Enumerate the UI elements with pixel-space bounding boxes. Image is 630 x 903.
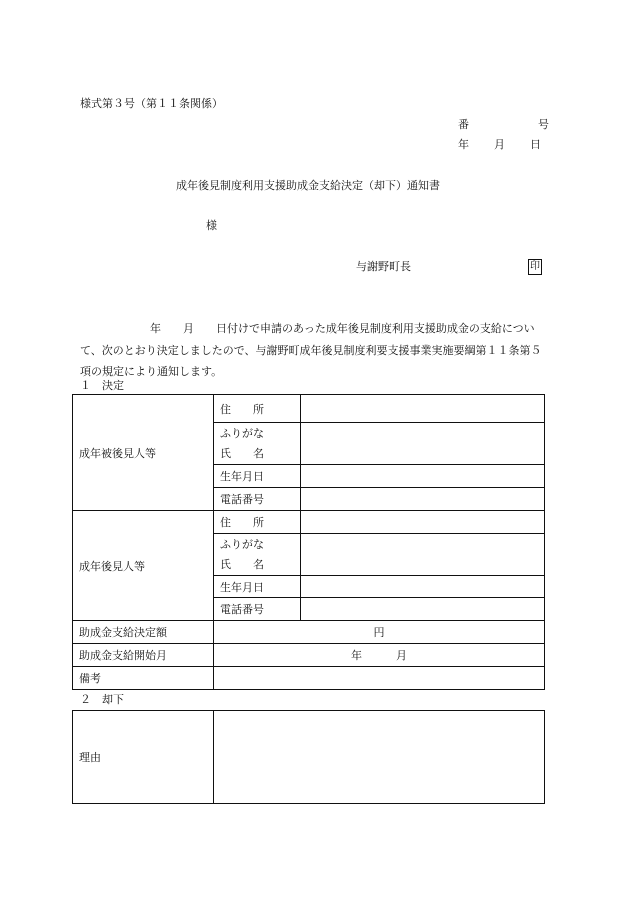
g2-phone-label: 電話番号 (214, 598, 301, 621)
document-title: 成年後見制度利用支援助成金支給決定（却下）通知書 (176, 179, 440, 192)
g1-birthdate-label: 生年月日 (214, 465, 301, 488)
start-year-unit: 年 (351, 649, 362, 662)
group1-label: 成年被後見人等 (73, 395, 214, 511)
g2-address-label: 住 所 (214, 511, 301, 534)
header-ban: 番 (458, 118, 469, 131)
g2-name-value (301, 534, 545, 576)
g1-birthdate-value (301, 465, 545, 488)
body-text: 日付けで申請のあった成年後見制度利用支援助成金の支給について、次のとおり決定しましたので、与謝野町成年後見制度利要支援事業実施要綱第１１条第５項の規定により通知します。 (80, 322, 542, 378)
g1-furigana-label: ふりがな (220, 426, 264, 440)
g2-address-value (301, 511, 545, 534)
amount-value (214, 621, 545, 644)
g2-name-text: 氏 名 (220, 557, 264, 571)
form-number: 様式第３号（第１１条関係） (80, 97, 223, 110)
header-year: 年 (458, 138, 469, 151)
g1-name-value (301, 423, 545, 465)
header-day: 日 (530, 138, 541, 151)
g2-birthdate-value (301, 576, 545, 598)
header-month: 月 (494, 138, 505, 151)
g1-name-text: 氏 名 (220, 446, 264, 460)
g1-phone-label: 電話番号 (214, 488, 301, 511)
reason-label: 理由 (73, 711, 214, 804)
remarks-label: 備考 (73, 667, 214, 690)
amount-unit: 円 (373, 626, 385, 639)
g1-address-label: 住 所 (214, 395, 301, 423)
g2-phone-value (301, 598, 545, 621)
start-month-label: 助成金支給開始月 (73, 644, 214, 667)
start-month-value (214, 644, 545, 667)
section2-heading: ２ 却下 (80, 693, 124, 706)
rejection-table (72, 710, 545, 804)
seal-mark: 印 (528, 259, 542, 275)
g2-furigana-label: ふりがな (220, 537, 264, 551)
sender-name: 与謝野町長 (356, 260, 411, 273)
body-month: 月 (183, 322, 194, 335)
header-go: 号 (538, 118, 549, 131)
body-year: 年 (150, 322, 161, 335)
start-month-unit: 月 (396, 649, 407, 662)
g1-name-label (214, 423, 301, 465)
body-paragraph (80, 318, 550, 383)
reason-value (214, 711, 545, 804)
section1-heading: １ 決定 (80, 379, 124, 392)
g2-name-label (214, 534, 301, 576)
addressee-suffix: 様 (206, 219, 217, 232)
group2-label: 成年後見人等 (73, 511, 214, 621)
decision-table (72, 394, 545, 690)
g1-address-value (301, 395, 545, 423)
remarks-value (214, 667, 545, 690)
g2-birthdate-label: 生年月日 (214, 576, 301, 598)
amount-label: 助成金支給決定額 (73, 621, 214, 644)
g1-phone-value (301, 488, 545, 511)
